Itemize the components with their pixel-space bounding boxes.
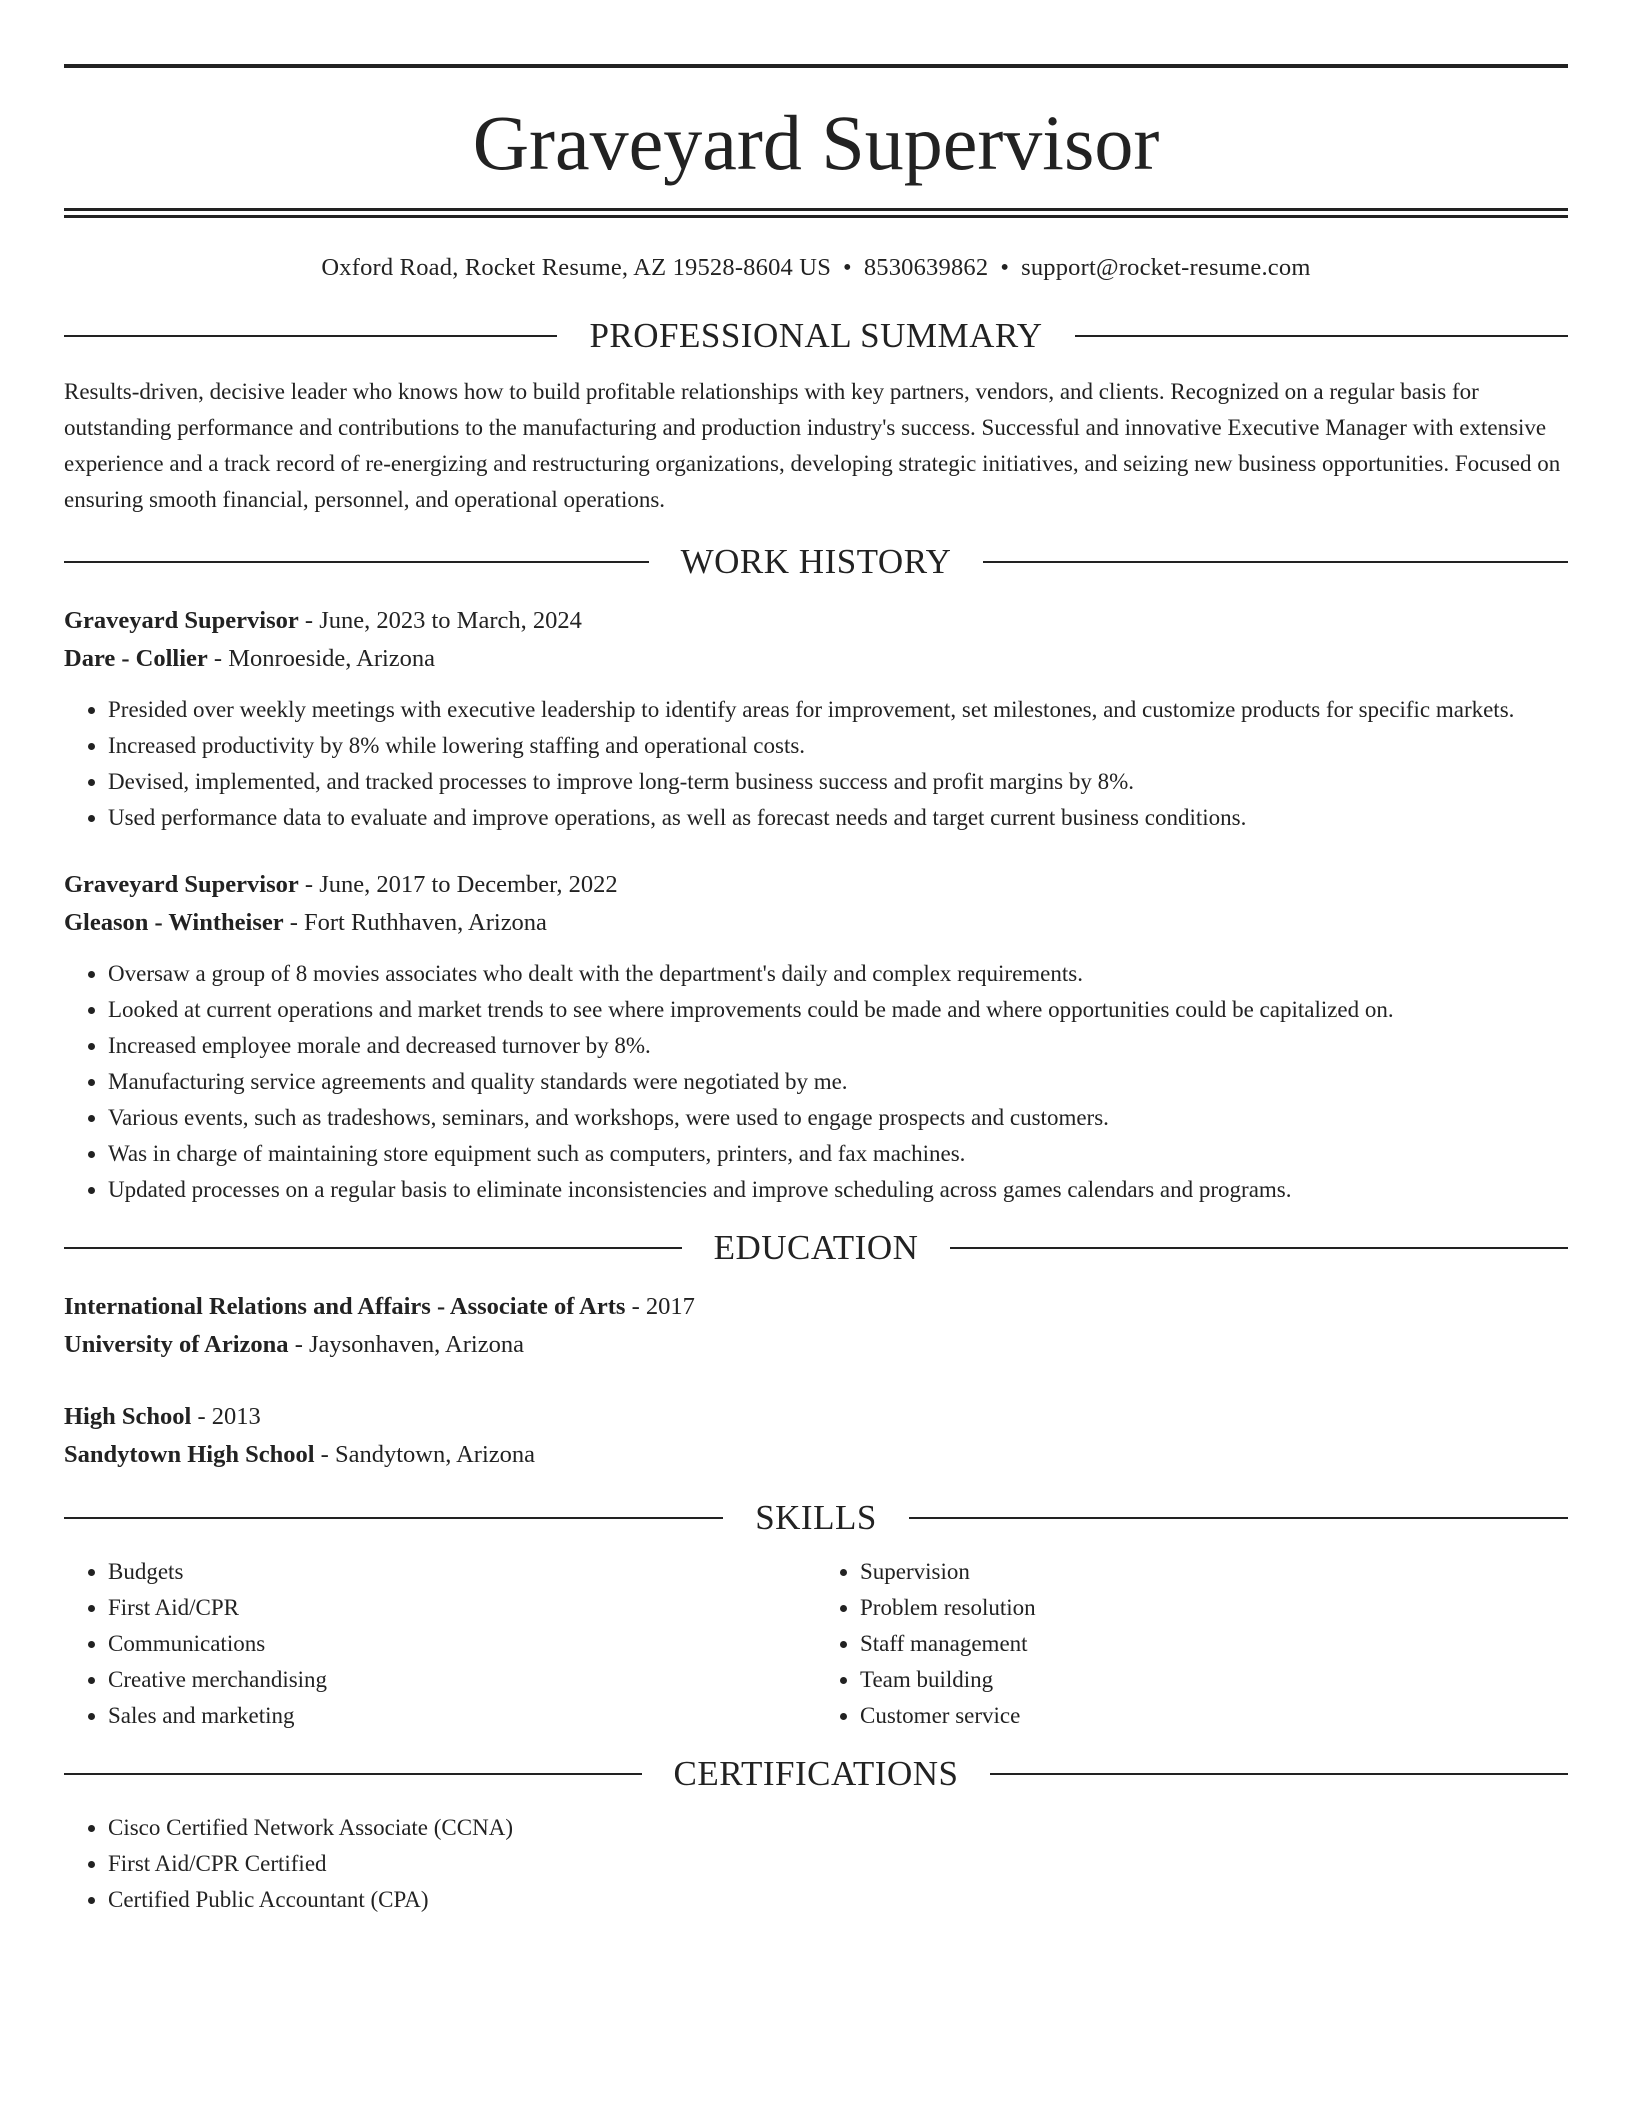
degree: High School xyxy=(64,1403,192,1430)
contact-separator: • xyxy=(843,254,852,281)
job-location: - Monroeside, Arizona xyxy=(207,645,436,672)
skill-item: • Problem resolution xyxy=(860,1590,1568,1626)
heading-rule xyxy=(64,335,557,337)
certification-item: • Cisco Certified Network Associate (CCNA) xyxy=(108,1810,1568,1846)
school-location: - Sandytown, Arizona xyxy=(314,1441,535,1468)
job-company-line xyxy=(64,904,1568,942)
school-line xyxy=(64,1326,1568,1364)
job-dates: - June, 2023 to March, 2024 xyxy=(298,607,582,634)
job-company: Dare - Collier xyxy=(64,645,208,672)
section-title: CERTIFICATIONS xyxy=(673,1754,959,1793)
contact-separator: • xyxy=(1000,254,1010,281)
school-name: University of Arizona xyxy=(64,1331,289,1358)
list-item: • Presided over weekly meetings with executive leadership to identify areas for improvement, set milestones, and customize products for specific markets. xyxy=(108,692,1568,728)
degree: International Relations and Affairs - Associate of Arts xyxy=(64,1293,626,1320)
heading-rule xyxy=(983,561,1568,563)
contact-phone: 8530639862 xyxy=(863,254,989,281)
heading-rule xyxy=(64,561,649,563)
section-heading-summary xyxy=(64,314,1568,358)
heading-rule xyxy=(909,1517,1568,1519)
skill-item: • Customer service xyxy=(860,1698,1568,1734)
list-item: • Was in charge of maintaining store equipment such as computers, printers, and fax machines. xyxy=(108,1136,1568,1172)
list-item: • Various events, such as tradeshows, seminars, and workshops, were used to engage prospects and customers. xyxy=(108,1100,1568,1136)
job-title-line xyxy=(64,602,1568,640)
resume-page xyxy=(64,64,1568,1918)
heading-rule xyxy=(64,1517,723,1519)
list-item: • Devised, implemented, and tracked processes to improve long-term business success and profit margins by 8%. xyxy=(108,764,1568,800)
graduation-year: - 2013 xyxy=(191,1403,261,1430)
list-item: • Increased employee morale and decreased turnover by 8%. xyxy=(108,1028,1568,1064)
contact-line xyxy=(64,252,1568,284)
job-entry xyxy=(64,602,1568,836)
heading-rule xyxy=(950,1247,1568,1249)
school-name: Sandytown High School xyxy=(64,1441,315,1468)
school-location: - Jaysonhaven, Arizona xyxy=(288,1331,524,1358)
heading-rule xyxy=(990,1773,1568,1775)
job-bullets xyxy=(64,692,1568,836)
title-double-rule xyxy=(64,208,1568,218)
list-item: • Increased productivity by 8% while lowering staffing and operational costs. xyxy=(108,728,1568,764)
skill-item: • Budgets xyxy=(108,1554,816,1590)
heading-rule xyxy=(64,1247,682,1249)
certifications-bullets xyxy=(64,1810,1568,1918)
job-location: - Fort Ruthhaven, Arizona xyxy=(283,909,547,936)
section-heading-certifications xyxy=(64,1752,1568,1796)
list-item: • Used performance data to evaluate and improve operations, as well as forecast needs and target current business conditions. xyxy=(108,800,1568,836)
list-item: • Looked at current operations and market trends to see where improvements could be made and where opportunities could be capitalized on. xyxy=(108,992,1568,1028)
skill-item: • Sales and marketing xyxy=(108,1698,816,1734)
job-company: Gleason - Wintheiser xyxy=(64,909,284,936)
job-company-line xyxy=(64,640,1568,678)
certification-item: • First Aid/CPR Certified xyxy=(108,1846,1568,1882)
degree-line xyxy=(64,1398,1568,1436)
top-rule xyxy=(64,64,1568,68)
job-dates: - June, 2017 to December, 2022 xyxy=(298,871,618,898)
section-heading-skills xyxy=(64,1496,1568,1540)
degree-line xyxy=(64,1288,1568,1326)
contact-address: Oxford Road, Rocket Resume, AZ 19528-8604 US xyxy=(321,254,832,281)
section-title: SKILLS xyxy=(755,1498,877,1537)
skills-column-right xyxy=(816,1554,1568,1734)
education-entry xyxy=(64,1288,1568,1364)
education-entry xyxy=(64,1398,1568,1474)
section-title: WORK HISTORY xyxy=(680,542,952,581)
contact-email: support@rocket-resume.com xyxy=(1021,254,1311,281)
summary-text: Results-driven, decisive leader who knows how to build profitable relationships with key partners, vendors, and clients. Recognized on a regular basis for outstanding performance and contributions to the manufacturing and production industry's success. Successful and innovative Executive Manager with extensive experience and a track record of re-energizing and restructuring organizations, developing strategic initiatives, and seizing new business opportunities. Focused on ensuring smooth financial, personnel, and operational operations. xyxy=(64,379,1561,512)
skill-item: • Supervision xyxy=(860,1554,1568,1590)
job-title: Graveyard Supervisor xyxy=(64,607,299,634)
certifications-list xyxy=(64,1810,1568,1918)
certification-item: • Certified Public Accountant (CPA) xyxy=(108,1882,1568,1918)
skills-grid xyxy=(64,1554,1568,1734)
job-entry xyxy=(64,866,1568,1208)
section-heading-education xyxy=(64,1226,1568,1270)
skills-column-left xyxy=(64,1554,816,1734)
skill-item: • Staff management xyxy=(860,1626,1568,1662)
heading-rule xyxy=(1075,335,1568,337)
section-title: EDUCATION xyxy=(713,1228,919,1267)
heading-rule xyxy=(64,1773,642,1775)
list-item: • Updated processes on a regular basis to eliminate inconsistencies and improve scheduling across games calendars and programs. xyxy=(108,1172,1568,1208)
skill-item: • Team building xyxy=(860,1662,1568,1698)
job-title: Graveyard Supervisor xyxy=(64,871,299,898)
job-bullets xyxy=(64,956,1568,1208)
list-item: • Manufacturing service agreements and quality standards were negotiated by me. xyxy=(108,1064,1568,1100)
skill-item: • Communications xyxy=(108,1626,816,1662)
graduation-year: - 2017 xyxy=(625,1293,695,1320)
school-line xyxy=(64,1436,1568,1474)
list-item: • Oversaw a group of 8 movies associates who dealt with the department's daily and complex requirements. xyxy=(108,956,1568,992)
skill-item: • Creative merchandising xyxy=(108,1662,816,1698)
skill-item: • First Aid/CPR xyxy=(108,1590,816,1626)
job-title-line xyxy=(64,866,1568,904)
section-title: PROFESSIONAL SUMMARY xyxy=(589,316,1043,355)
section-heading-work xyxy=(64,540,1568,584)
page-title: Graveyard Supervisor xyxy=(472,99,1160,186)
